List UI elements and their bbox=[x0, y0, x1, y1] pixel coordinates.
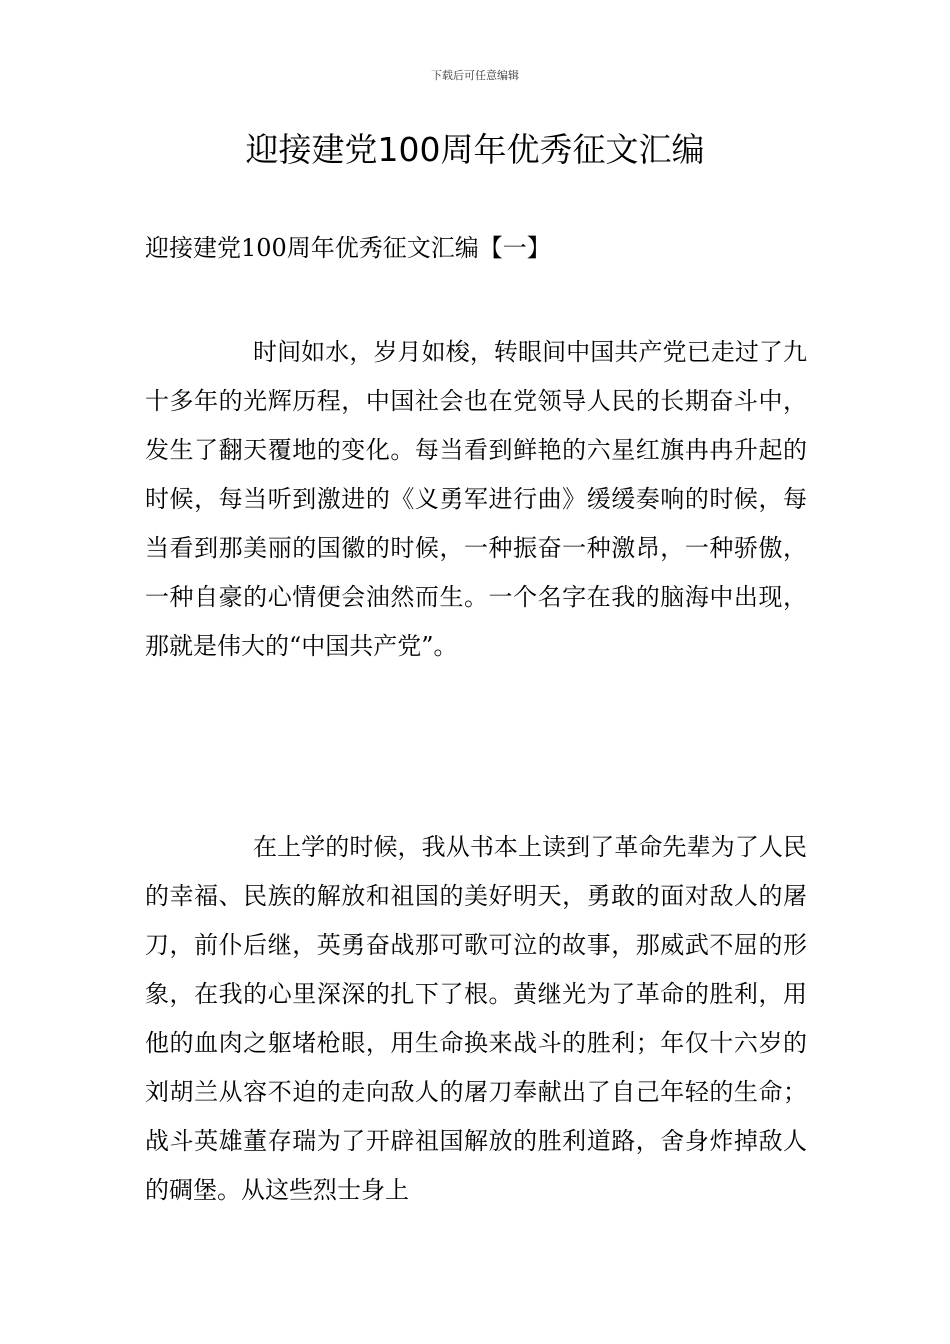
header-note: 下载后可任意编辑 bbox=[431, 69, 519, 82]
paragraph-2: 在上学的时候，我从书本上读到了革命先辈为了人民的幸福、民族的解放和祖国的美好明天，勇敢的面对敌人的屠刀，前仆后继，英勇奋战那可歌可泣的故事，那威武不屈的形象，在我的心里深深的扎下了根。黄继光为了革命的胜利，用他的血肉之躯堵枪眼，用生命换来战斗的胜利；年仅十六岁的刘胡兰从容不迫的走向敌人的屠刀奉献出了自己年轻的生命；战斗英雄董存瑞为了开辟祖国解放的胜利道路，舍身炸掉敌人的碉堡。从这些烈士身上 bbox=[145, 833, 807, 1204]
paragraph-1: 时间如水，岁月如梭，转眼间中国共产党已走过了九十多年的光辉历程，中国社会也在党领导人民的长期奋斗中，发生了翻天覆地的变化。每当看到鲜艳的六星红旗冉冉升起的时候，每当听到激进的《义勇军进行曲》缓缓奏响的时候，每当看到那美丽的国徽的时候，一种振奋一种激昂，一种骄傲，一种自豪的心情便会油然而生。一个名字在我的脑海中出现，那就是伟大的“中国共产党”。 bbox=[145, 338, 807, 660]
section-title: 迎接建党100周年优秀征文汇编【一】 bbox=[145, 234, 551, 262]
document-title: 迎接建党100周年优秀征文汇编 bbox=[245, 130, 705, 169]
